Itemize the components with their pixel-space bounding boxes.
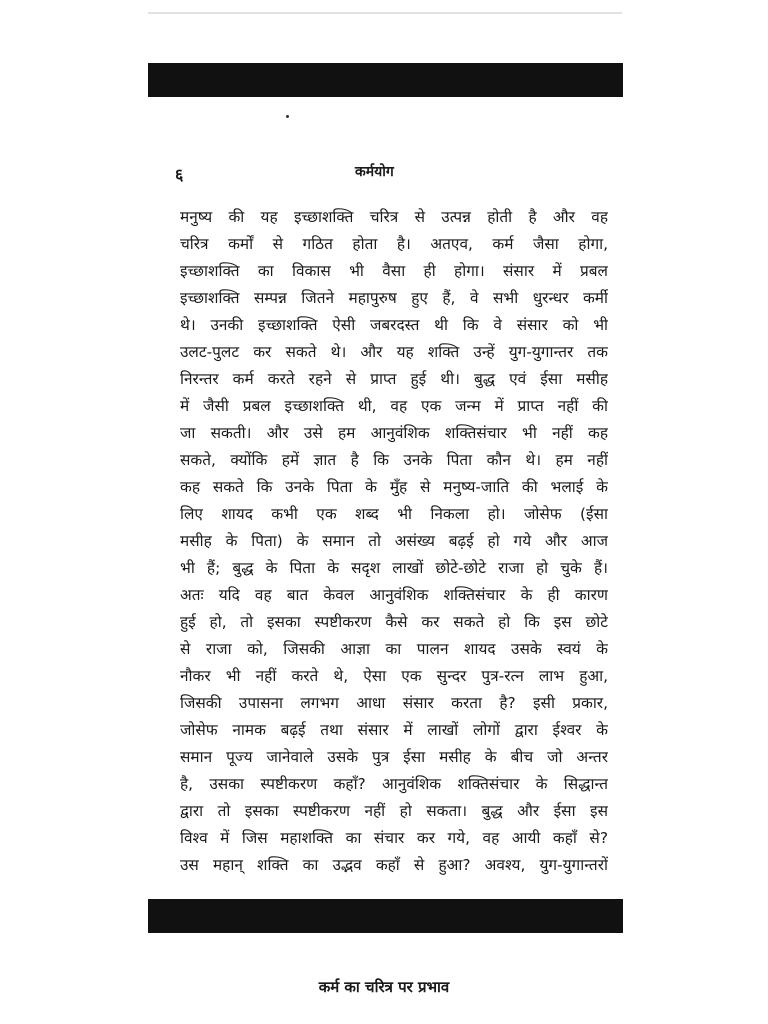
text-line: मनुष्य की यह इच्छाशक्ति चरित्र से उत्पन्न होती है और वह [180, 208, 608, 226]
body-text [180, 204, 608, 879]
text-line: नौकर भी नहीं करते थे, ऐसा एक सुन्दर पुत्र-रत्न लाभ हुआ, [180, 667, 608, 685]
page-separator-bar-bottom [148, 899, 623, 933]
text-line: उलट-पुलट कर सकते थे। और यह शक्ति उन्हें युग-युगान्तर तक [180, 343, 608, 361]
text-line: से राजा को, जिसकी आज्ञा का पालन शायद उसके स्वयं के [180, 640, 608, 658]
text-line: निरन्तर कर्म करते रहने से प्राप्त हुई थी। बुद्ध एवं ईसा मसीह [180, 370, 608, 388]
text-line: मसीह के पिता) के समान तो असंख्य बढ़ई हो गये और आज [180, 532, 608, 550]
text-line: थे। उनकी इच्छाशक्ति ऐसी जबरदस्त थी कि वे संसार को भी [180, 316, 608, 334]
text-line: उस महान् शक्ति का उद्भव कहाँ से हुआ? अवश्य, युग-युगान्तरों [180, 856, 608, 874]
text-line: विश्व में जिस महाशक्ति का संचार कर गये, वह आयी कहाँ से? [180, 829, 608, 847]
text-line: सकते, क्योंकि हमें ज्ञात है कि उनके पिता कौन थे। हम नहीं [180, 451, 608, 469]
text-line: भी हैं; बुद्ध के पिता के सदृश लाखों छोटे-छोटे राजा हो चुके हैं। [180, 559, 608, 577]
text-line: द्वारा तो इसका स्पष्टीकरण नहीं हो सकता। बुद्ध और ईसा इस [180, 802, 608, 820]
text-line: समान पूज्य जानेवाले उसके पुत्र ईसा मसीह के बीच जो अन्तर [180, 748, 608, 766]
page-number: ६ [175, 165, 184, 184]
next-section-title: कर्म का चरित्र पर प्रभाव [318, 978, 450, 996]
running-head: कर्मयोग [355, 164, 394, 180]
page-separator-bar-top [148, 63, 623, 97]
text-line: चरित्र कर्मों से गठित होता है। अतएव, कर्म जैसा होगा, [180, 235, 608, 253]
text-line: अतः यदि वह बात केवल आनुवंशिक शक्तिसंचार के ही कारण [180, 586, 608, 604]
text-line: है, उसका स्पष्टीकरण कहाँ? आनुवंशिक शक्तिसंचार के सिद्धान्त [180, 775, 608, 793]
text-line: इच्छाशक्ति सम्पन्न जितने महापुरुष हुए हैं, वे सभी धुरन्धर कर्मी [180, 289, 608, 307]
text-line: लिए शायद कभी एक शब्द भी निकला हो। जोसेफ (ईसा [180, 505, 608, 523]
text-line: हुई हो, तो इसका स्पष्टीकरण कैसे कर सकते हो कि इस छोटे [180, 613, 608, 631]
top-divider [148, 12, 622, 14]
text-line: जोसेफ नामक बढ़ई तथा संसार में लाखों लोगों द्वारा ईश्वर के [180, 721, 608, 739]
scan-speck [286, 115, 289, 118]
text-line: इच्छाशक्ति का विकास भी वैसा ही होगा। संसार में प्रबल [180, 262, 608, 280]
text-line: जा सकती। और उसे हम आनुवंशिक शक्तिसंचार भी नहीं कह [180, 424, 608, 442]
text-line: कह सकते कि उनके पिता के मुँह से मनुष्य-जाति की भलाई के [180, 478, 608, 496]
text-line: में जैसी प्रबल इच्छाशक्ति थी, वह एक जन्म में प्राप्त नहीं की [180, 397, 608, 415]
text-line: जिसकी उपासना लगभग आधा संसार करता है? इसी प्रकार, [180, 694, 608, 712]
